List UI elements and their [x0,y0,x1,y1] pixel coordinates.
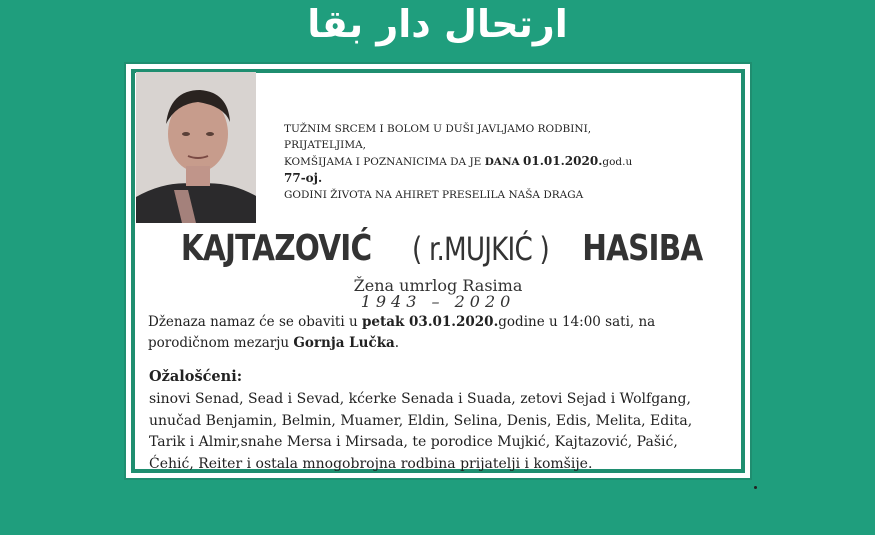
mourners-list [149,389,739,475]
intro-line-1: TUŽNIM SRCEM I BOLOM U DUŠI JAVLJAMO RODBINI, PRIJATELJIMA, [284,123,592,151]
funeral-date: petak 03.01.2020. [361,314,499,330]
intro-line-3: GODINI ŽIVOTA NA AHIRET PRESELILA NAŠA DRAGA [284,189,584,201]
mourners-line-4: Ćehić, Reiter i ostala mnogobrojna rodbina prijatelji i komšije. [149,455,593,472]
deceased-name [124,228,752,269]
relation-subtitle: Žena umrlog Rasima [353,276,523,295]
given-name: HASIBA [582,228,703,269]
age: 77-oj. [284,171,323,185]
announcement-intro [284,121,644,203]
portrait-photo [136,72,256,223]
death-date: 01.01.2020. [523,154,603,168]
mourners-line-1: sinovi Senad, Sead i Sevad, kćerke Senada i Suada, zetovi Sejad i Wolfgang, [149,391,691,407]
arabic-header-text: ارتحال دار بقا [307,2,568,46]
surname: KAJTAZOVIĆ [180,228,372,269]
funeral-info: Dženaza namaz će se obaviti u petak 03.01.2020.godine u 14:00 sati, na porodičnom mezarju Gornja Lučka. [148,314,656,351]
maiden-name: ( r.MUJKIĆ ) [412,230,550,268]
mourners-line-2: unučad Benjamin, Belmin, Muamer, Eldin, Selina, Denis, Edis, Melita, Edita, [149,412,693,429]
scan-speck [754,486,757,489]
mourners-line-3: Tarik i Almir,snahe Mersa i Mirsada, te porodice Mujkić, Kajtazović, Pašić, [149,434,678,450]
mourners-title: Ožalošćeni: [149,368,243,385]
life-years: 1943 – 2020 [360,292,516,311]
funeral-place: Gornja Lučka [293,335,395,351]
arabic-calligraphy-header [0,0,875,60]
intro-line-2: KOMŠIJAMA I POZNANICIMA DA JE DANA 01.01.2020.god.u 77-oj. [284,154,633,185]
